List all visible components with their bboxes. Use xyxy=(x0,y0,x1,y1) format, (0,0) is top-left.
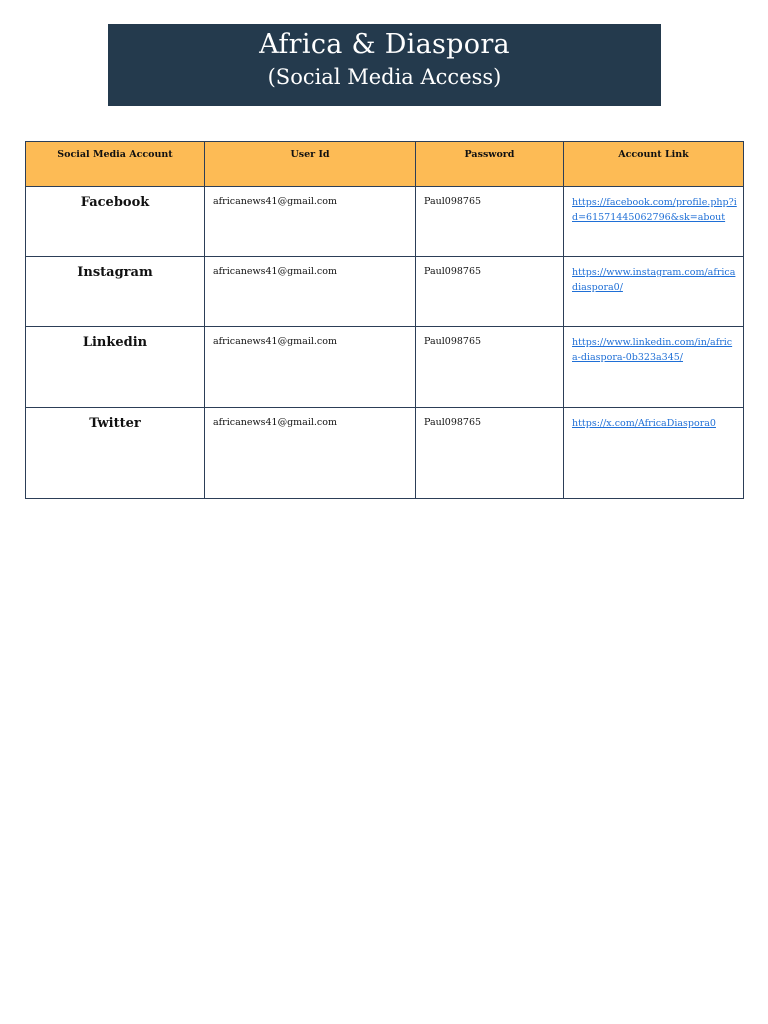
account-link[interactable]: https://www.instagram.com/africadiaspora0/ xyxy=(572,267,736,293)
account-link[interactable]: https://facebook.com/profile.php?id=61571445062796&sk=about xyxy=(572,197,737,223)
account-name: Facebook xyxy=(26,187,205,257)
table-row xyxy=(26,408,744,499)
password: Paul098765 xyxy=(416,408,564,499)
column-header-account: Social Media Account xyxy=(26,142,205,187)
account-link-cell xyxy=(564,408,744,499)
table-row xyxy=(26,327,744,408)
account-link-cell xyxy=(564,327,744,408)
user-id: africanews41@gmail.com xyxy=(205,327,416,408)
column-header-account-link: Account Link xyxy=(564,142,744,187)
account-name: Linkedin xyxy=(26,327,205,408)
title-banner xyxy=(108,24,661,106)
password: Paul098765 xyxy=(416,257,564,327)
table-row xyxy=(26,257,744,327)
user-id: africanews41@gmail.com xyxy=(205,187,416,257)
account-link-cell xyxy=(564,257,744,327)
document-title: Africa & Diaspora xyxy=(259,29,510,60)
account-link[interactable]: https://x.com/AfricaDiaspora0 xyxy=(572,418,716,429)
account-name: Twitter xyxy=(26,408,205,499)
account-link[interactable]: https://www.linkedin.com/in/africa-diaspora-0b323a345/ xyxy=(572,337,733,363)
password: Paul098765 xyxy=(416,187,564,257)
table-row xyxy=(26,187,744,257)
account-link-cell xyxy=(564,187,744,257)
column-header-password: Password xyxy=(416,142,564,187)
user-id: africanews41@gmail.com xyxy=(205,408,416,499)
column-header-user-id: User Id xyxy=(205,142,416,187)
social-media-access-table xyxy=(25,141,744,499)
table-header-row xyxy=(26,142,744,187)
document-subtitle: (Social Media Access) xyxy=(267,65,502,89)
password: Paul098765 xyxy=(416,327,564,408)
user-id: africanews41@gmail.com xyxy=(205,257,416,327)
account-name: Instagram xyxy=(26,257,205,327)
